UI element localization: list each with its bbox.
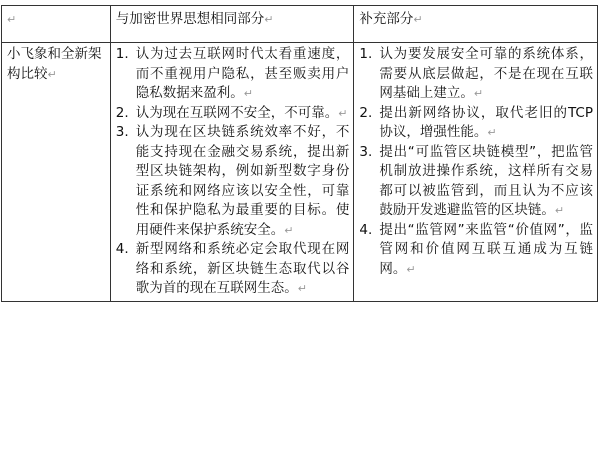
list-item: 4. 提出“监管网”来监管“价值网”，监管网和价值网互联互通成为互链网。↵ [359,221,593,277]
return-mark: ↵ [413,13,423,26]
same-part-list [116,45,350,299]
extra-part-cell[interactable] [354,43,598,302]
comparison-table [1,5,598,302]
list-item: 3. 提出“可监管区块链模型”，把监管机制放进操作系统，这样所有交易都可以被监管到，而且认为不应该鼓励开发逃避监管的区块链。↵ [359,143,593,218]
return-mark: ↵ [7,13,17,26]
header-extra-part[interactable]: 补充部分↵ [354,6,598,43]
row-label-cell[interactable]: 小飞象和全新架构比较↵ [2,43,111,302]
return-mark: ↵ [47,67,57,81]
list-item: 4. 新型网络和系统必定会取代现在网络和系统，新区块链生态取代以谷歌为首的现在互联网生态。↵ [115,241,350,296]
header-row [2,6,598,43]
comparison-row [2,43,598,302]
same-part-cell[interactable] [110,43,354,302]
list-item: 1. 认为过去互联网时代太看重速度，而不重视用户隐私，甚至贩卖用户隐私数据来盈利。↵ [115,46,350,101]
extra-part-list [359,45,593,279]
header-corner-cell[interactable] [2,6,111,43]
return-mark: ↵ [264,13,274,26]
list-item: 2. 提出新网络协议，取代老旧的TCP协议，增强性能。↵ [359,104,593,140]
header-same-part[interactable]: 与加密世界思想相同部分↵ [110,6,354,43]
list-item: 3. 认为现在区块链系统效率不好，不能支持现在金融交易系统，提出新型区块链架构，例如新型数字身份证系统和网络应该以安全性，可靠性和保护隐私为最重要的目标。使用硬件来保护系统安全。↵ [115,124,350,238]
list-item: 2. 认为现在互联网不安全，不可靠。↵ [115,104,348,121]
list-item: 1. 认为要发展安全可靠的系统体系，需要从底层做起，不是在现在互联网基础上建立。↵ [359,46,593,101]
